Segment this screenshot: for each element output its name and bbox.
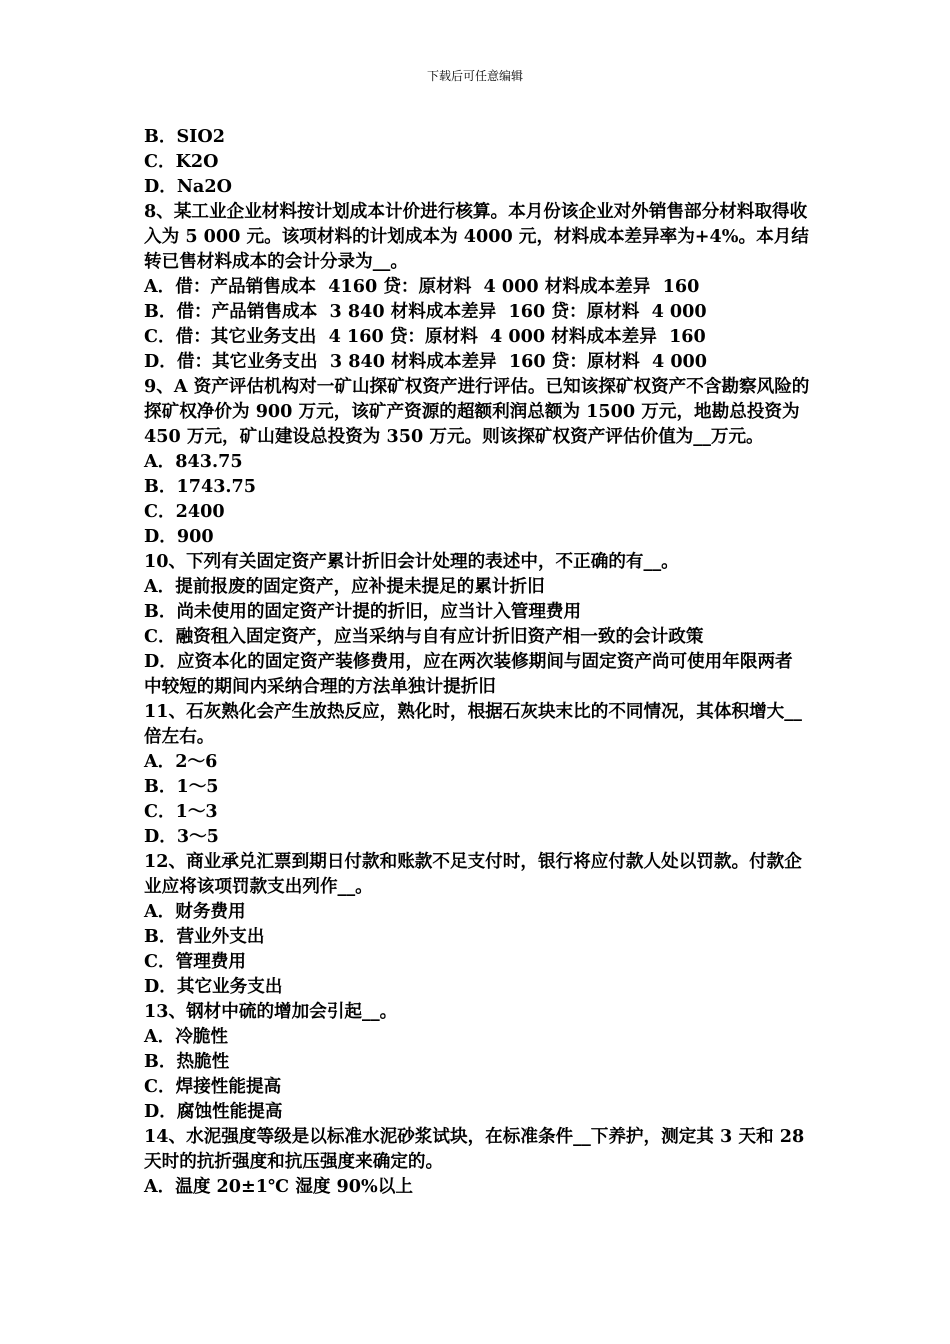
option-b: B．热脆性: [144, 1051, 230, 1072]
option-b: B．营业外支出: [144, 926, 265, 947]
option-a: A．提前报废的固定资产，应补提未提足的累计折旧: [144, 576, 545, 597]
option-c: C．管理费用: [144, 951, 246, 972]
question-14: 14、水泥强度等级是以标准水泥砂浆试块，在标准条件__下养护，测定其 3 天和 28 天时的抗折强度和抗压强度来确定的。: [144, 1126, 811, 1172]
option-c: C．2400: [144, 501, 225, 522]
page-header: 下载后可任意编辑: [426, 69, 523, 83]
option-d: D．3～5: [144, 826, 219, 847]
option-b: B．尚未使用的固定资产计提的折旧，应当计入管理费用: [144, 601, 582, 622]
option-a: A．财务费用: [144, 901, 246, 922]
question-12: 12、商业承兑汇票到期日付款和账款不足支付时，银行将应付款人处以罚款。付款企业应将该项罚款支出列作__。: [144, 851, 802, 897]
option-a: A．2～6: [144, 751, 218, 772]
question-9: 9、A 资产评估机构对一矿山探矿权资产进行评估。已知该探矿权资产不含勘察风险的探矿权净价为 900 万元，该矿产资源的超额利润总额为 1500 万元，地勘总投资为 450 万元，矿山建设总投资为 350 万元。则该探矿权资产评估价值为__万元。: [144, 376, 810, 447]
option-c: C．借：其它业务支出 4 160 贷：原材料 4 000 材料成本差异 160: [144, 326, 706, 347]
option-d: D．应资本化的固定资产装修费用，应在两次装修期间与固定资产尚可使用年限两者中较短的期间内采纳合理的方法单独计提折旧: [144, 651, 793, 697]
option-a: A．843.75: [144, 451, 243, 472]
option-b: B．1～5: [144, 776, 219, 797]
question-8: 8、某工业企业材料按计划成本计价进行核算。本月份该企业对外销售部分材料取得收入为 5 000 元。该项材料的计划成本为 4000 元，材料成本差异率为+4%。本月结转已售材料成本的会计分录为__。: [144, 201, 809, 272]
option-b: B．借：产品销售成本 3 840 材料成本差异 160 贷：原材料 4 000: [144, 301, 707, 322]
option-b: B．SIO2: [144, 126, 225, 147]
question-10: 10、下列有关固定资产累计折旧会计处理的表述中，不正确的有__。: [144, 551, 679, 572]
question-11: 11、石灰熟化会产生放热反应，熟化时，根据石灰块末比的不同情况，其体积增大__倍左右。: [144, 701, 802, 747]
option-c: C．K2O: [144, 151, 219, 172]
question-13: 13、钢材中硫的增加会引起__。: [144, 1001, 398, 1022]
option-d: D．900: [144, 526, 214, 547]
option-c: C．焊接性能提高: [144, 1076, 282, 1097]
document-body: [144, 124, 810, 1199]
option-b: B．1743.75: [144, 476, 257, 497]
option-a: A．借：产品销售成本 4160 贷：原材料 4 000 材料成本差异 160: [144, 276, 700, 297]
option-d: D．借：其它业务支出 3 840 材料成本差异 160 贷：原材料 4 000: [144, 351, 708, 372]
option-d: D．腐蚀性能提高: [144, 1101, 283, 1122]
option-a: A．温度 20±1℃ 湿度 90%以上: [144, 1176, 413, 1197]
option-c: C．1～3: [144, 801, 218, 822]
option-a: A．冷脆性: [144, 1026, 229, 1047]
option-d: D．其它业务支出: [144, 976, 283, 997]
option-d: D．Na2O: [144, 176, 232, 197]
option-c: C．融资租入固定资产，应当采纳与自有应计折旧资产相一致的会计政策: [144, 626, 704, 647]
